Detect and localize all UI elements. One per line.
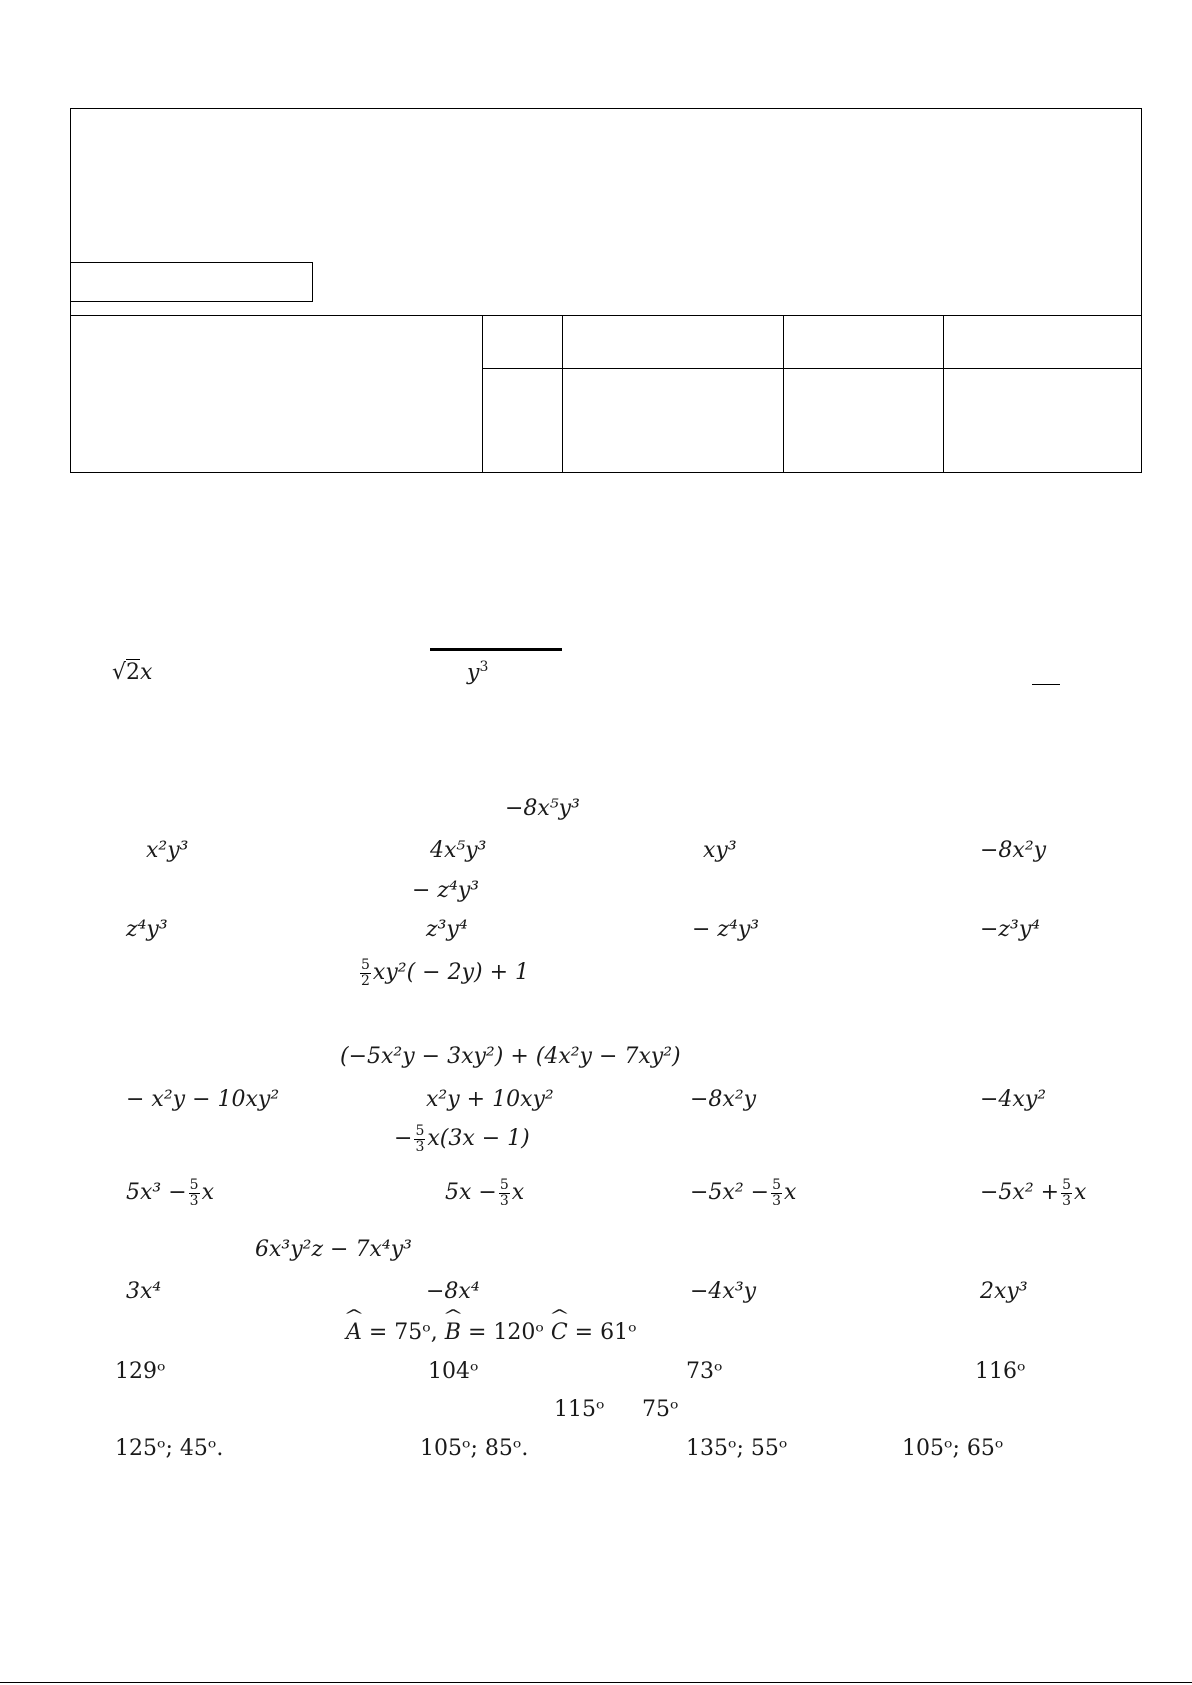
angle-a-value: = 75ᵒ, [361,1320,438,1345]
q5-numerator: 5 [415,1123,425,1139]
q1-option-c[interactable]: xy³ [703,838,737,863]
q8-option-d[interactable]: 105ᵒ; 65ᵒ [902,1436,1004,1461]
q5-option-d-fraction [1061,1178,1072,1208]
score-col-2 [562,315,563,473]
q5-option-b-fraction [499,1178,510,1208]
q4-option-d[interactable]: −4xy² [980,1087,1047,1112]
q4-option-b[interactable]: x²y + 10xy² [426,1087,554,1112]
angle-c-letter: ^ C [551,1322,568,1344]
q5-option-c-fraction [771,1178,782,1208]
q6-prompt: 6x³y²z − 7x⁴y³ [255,1237,412,1262]
numerator: 5 [772,1177,782,1193]
score-col-4 [943,315,944,473]
numerator: 5 [499,1177,509,1193]
denominator: 3 [772,1192,782,1209]
q8-option-a[interactable]: 125ᵒ; 45ᵒ. [115,1436,224,1461]
angle-c-value: = 61ᵒ [567,1320,637,1345]
q1-option-b[interactable]: 4x⁵y³ [430,838,487,863]
q2-option-a[interactable]: z⁴y³ [126,917,168,942]
q1-option-d[interactable]: −8x²y [980,838,1047,863]
q5-option-d[interactable] [980,1178,1086,1208]
q5-option-a-tail: x [201,1180,214,1206]
q7-option-b[interactable]: 104ᵒ [428,1359,479,1384]
q4-prompt: (−5x²y − 3xy²) + (4x²y − 7xy²) [340,1044,681,1069]
q3-tail: xy²( − 2y) + 1 [372,960,530,986]
q7-prompt [346,1322,637,1344]
q5-prompt [394,1124,530,1154]
q3-denominator: 2 [361,972,370,989]
q8-option-c[interactable]: 135ᵒ; 55ᵒ [686,1436,788,1461]
radicand: 2 [126,660,141,685]
q7-option-c[interactable]: 73ᵒ [686,1359,723,1384]
q5-option-a-lead: 5x³ − [126,1180,187,1206]
q2-option-d[interactable]: −z³y⁴ [980,917,1041,942]
denominator: 3 [1062,1192,1072,1209]
q5-option-c-tail: x [784,1180,797,1206]
q5-lead: − [394,1126,413,1152]
q2-prompt: − z⁴y³ [412,878,480,903]
q1-option-a[interactable]: x²y³ [146,838,189,863]
angle-b-letter: ^ B [445,1322,461,1344]
q3-fraction [360,958,371,988]
q6-option-c[interactable]: −4x³y [690,1279,757,1304]
q3-prompt [358,958,529,988]
fraction-bar-right [1032,684,1060,685]
y-cubed-expression [467,660,488,684]
angle-b-value: = 120ᵒ [460,1320,544,1345]
name-box [70,262,313,302]
sqrt2x-expression [112,662,152,684]
q5-option-b[interactable] [445,1178,524,1208]
bottom-rule [0,1682,1192,1683]
numerator: 5 [189,1177,199,1193]
radical-sign: √ [112,660,127,685]
q5-option-a-fraction [189,1178,200,1208]
q6-option-b[interactable]: −8x⁴ [426,1279,480,1304]
q5-denominator: 3 [415,1138,425,1155]
denominator: 3 [189,1192,199,1209]
q6-option-a[interactable]: 3x⁴ [126,1279,162,1304]
q5-option-d-lead: −5x² + [980,1180,1060,1206]
q5-option-b-lead: 5x − [445,1180,497,1206]
q6-option-d[interactable]: 2xy³ [980,1279,1028,1304]
q1-prompt: −8x⁵y³ [505,796,580,821]
angle-a-letter: ^ A [346,1322,362,1344]
score-col-1 [482,315,483,473]
q8-value-1: 115ᵒ [554,1397,605,1422]
q7-option-d[interactable]: 116ᵒ [975,1359,1026,1384]
q5-tail: x(3x − 1) [427,1126,530,1152]
q5-fraction [414,1124,425,1154]
q5-option-b-tail: x [511,1180,525,1206]
score-row-divider [482,368,1142,369]
score-col-3 [783,315,784,473]
fraction-bar-top [430,648,562,651]
q5-option-a[interactable] [126,1178,214,1208]
variable-x: x [140,660,153,685]
q3-numerator: 5 [361,957,370,973]
q8-option-b[interactable]: 105ᵒ; 85ᵒ. [420,1436,529,1461]
q2-option-b[interactable]: z³y⁴ [426,917,468,942]
y-exponent: 3 [479,659,489,675]
header-divider [70,315,1142,316]
q5-option-c-lead: −5x² − [690,1180,770,1206]
q4-option-c[interactable]: −8x²y [690,1087,757,1112]
denominator: 3 [499,1192,509,1209]
q8-value-2: 75ᵒ [642,1397,679,1422]
numerator: 5 [1062,1177,1072,1193]
q2-option-c[interactable]: − z⁴y³ [692,917,760,942]
q5-option-c[interactable] [690,1178,796,1208]
y-base: y [467,660,480,686]
q5-option-d-tail: x [1074,1180,1087,1206]
q7-option-a[interactable]: 129ᵒ [115,1359,166,1384]
q4-option-a[interactable]: − x²y − 10xy² [126,1087,280,1112]
